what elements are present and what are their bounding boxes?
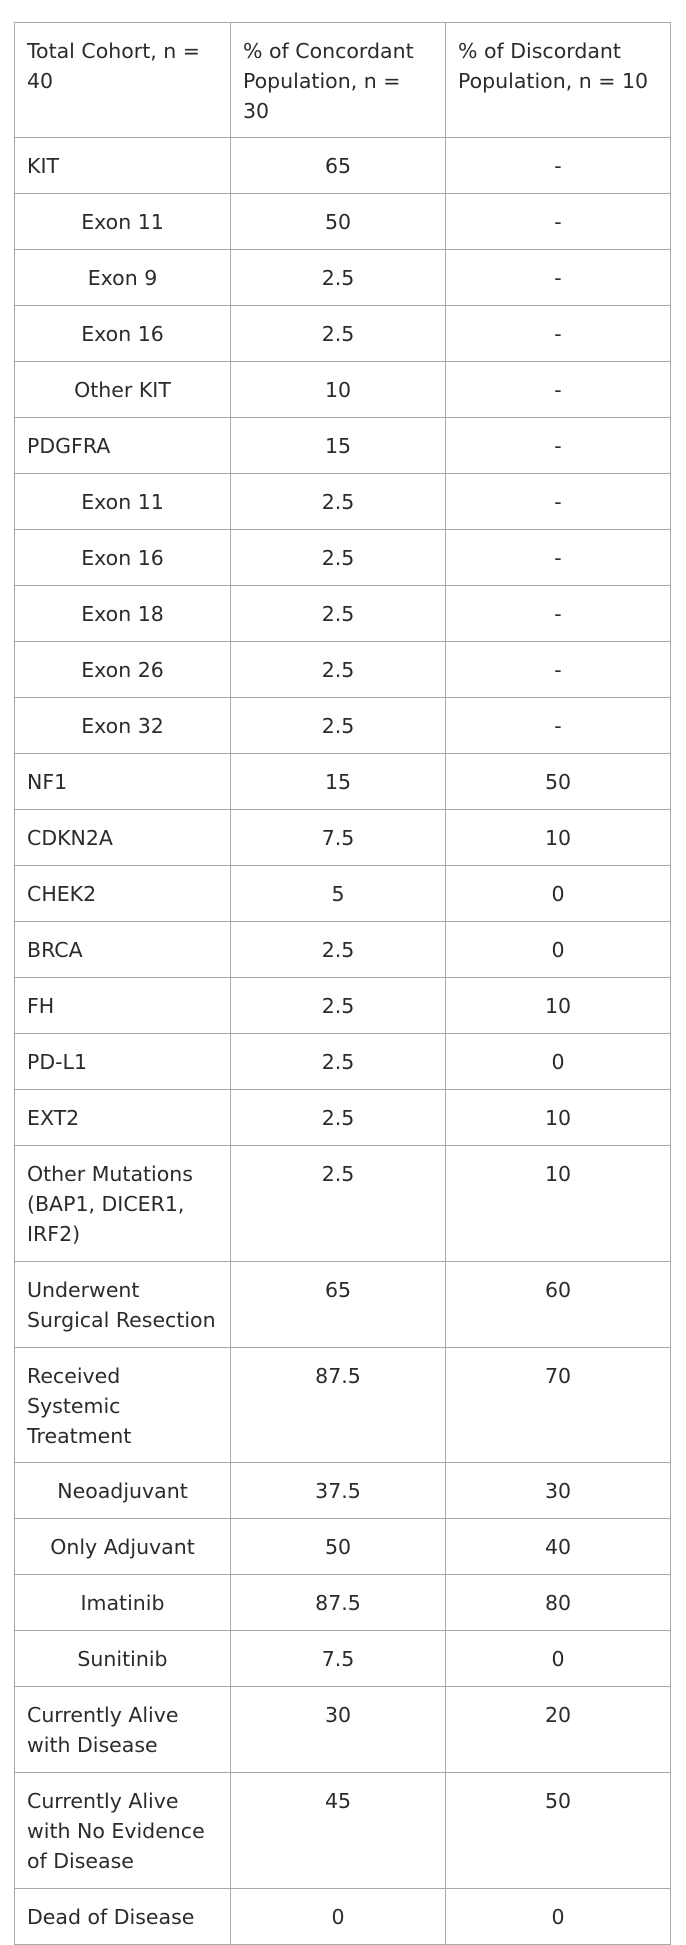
- discordant-value: 20: [446, 1687, 671, 1773]
- row-label: Exon 11: [15, 194, 231, 250]
- row-label: NF1: [15, 754, 231, 810]
- concordant-value: 10: [231, 362, 446, 418]
- table-row: [15, 810, 671, 866]
- concordant-value: 87.5: [231, 1348, 446, 1463]
- discordant-value: 80: [446, 1575, 671, 1631]
- concordant-value: 2.5: [231, 530, 446, 586]
- table-row: [15, 1889, 671, 1945]
- table-row: [15, 1519, 671, 1575]
- table-row: [15, 642, 671, 698]
- concordant-value: 2.5: [231, 1146, 446, 1262]
- table-row: [15, 138, 671, 194]
- table-row: [15, 754, 671, 810]
- discordant-value: 70: [446, 1348, 671, 1463]
- header-row: [15, 23, 671, 138]
- table-row: [15, 362, 671, 418]
- table-row: [15, 194, 671, 250]
- table-row: [15, 978, 671, 1034]
- concordant-value: 7.5: [231, 810, 446, 866]
- discordant-value: -: [446, 250, 671, 306]
- table-row: [15, 418, 671, 474]
- row-label: Neoadjuvant: [15, 1463, 231, 1519]
- discordant-value: 60: [446, 1262, 671, 1348]
- row-label: Exon 32: [15, 698, 231, 754]
- discordant-value: -: [446, 530, 671, 586]
- row-label: Only Adjuvant: [15, 1519, 231, 1575]
- concordant-value: 2.5: [231, 642, 446, 698]
- header-total-cohort: Total Cohort, n = 40: [15, 23, 231, 138]
- row-label: Exon 11: [15, 474, 231, 530]
- table-row: [15, 922, 671, 978]
- table-row: [15, 1348, 671, 1463]
- header-concordant: % of Concordant Population, n = 30: [231, 23, 446, 138]
- discordant-value: 40: [446, 1519, 671, 1575]
- row-label: Exon 26: [15, 642, 231, 698]
- row-label: EXT2: [15, 1090, 231, 1146]
- concordant-value: 87.5: [231, 1575, 446, 1631]
- row-label: Other KIT: [15, 362, 231, 418]
- discordant-value: 0: [446, 1631, 671, 1687]
- table-row: [15, 586, 671, 642]
- discordant-value: 0: [446, 1034, 671, 1090]
- row-label: Exon 16: [15, 530, 231, 586]
- concordant-value: 2.5: [231, 978, 446, 1034]
- discordant-value: -: [446, 474, 671, 530]
- concordant-value: 2.5: [231, 586, 446, 642]
- concordant-value: 65: [231, 138, 446, 194]
- concordant-value: 5: [231, 866, 446, 922]
- table-row: [15, 698, 671, 754]
- table-row: [15, 1575, 671, 1631]
- discordant-value: -: [446, 306, 671, 362]
- discordant-value: -: [446, 418, 671, 474]
- table-row: [15, 1090, 671, 1146]
- row-label: Currently Alive with Disease: [15, 1687, 231, 1773]
- discordant-value: 10: [446, 810, 671, 866]
- concordant-value: 2.5: [231, 1090, 446, 1146]
- cohort-table: [14, 22, 671, 1945]
- row-label: Exon 9: [15, 250, 231, 306]
- table-row: [15, 1146, 671, 1262]
- concordant-value: 45: [231, 1773, 446, 1889]
- concordant-value: 7.5: [231, 1631, 446, 1687]
- concordant-value: 2.5: [231, 922, 446, 978]
- concordant-value: 2.5: [231, 474, 446, 530]
- concordant-value: 15: [231, 754, 446, 810]
- discordant-value: 30: [446, 1463, 671, 1519]
- row-label: Currently Alive with No Evidence of Disease: [15, 1773, 231, 1889]
- table-row: [15, 866, 671, 922]
- row-label: KIT: [15, 138, 231, 194]
- table-row: [15, 1262, 671, 1348]
- table-row: [15, 1463, 671, 1519]
- table-row: [15, 1773, 671, 1889]
- row-label: Imatinib: [15, 1575, 231, 1631]
- row-label: PDGFRA: [15, 418, 231, 474]
- discordant-value: -: [446, 194, 671, 250]
- discordant-value: 50: [446, 754, 671, 810]
- table-body: [15, 23, 671, 1945]
- header-discordant: % of Discordant Population, n = 10: [446, 23, 671, 138]
- concordant-value: 65: [231, 1262, 446, 1348]
- discordant-value: 10: [446, 1090, 671, 1146]
- row-label: BRCA: [15, 922, 231, 978]
- table-row: [15, 530, 671, 586]
- concordant-value: 2.5: [231, 1034, 446, 1090]
- discordant-value: 0: [446, 866, 671, 922]
- concordant-value: 2.5: [231, 306, 446, 362]
- table-row: [15, 1687, 671, 1773]
- row-label: Dead of Disease: [15, 1889, 231, 1945]
- row-label: CHEK2: [15, 866, 231, 922]
- discordant-value: 50: [446, 1773, 671, 1889]
- table-row: [15, 250, 671, 306]
- concordant-value: 0: [231, 1889, 446, 1945]
- discordant-value: 0: [446, 1889, 671, 1945]
- discordant-value: 0: [446, 922, 671, 978]
- concordant-value: 37.5: [231, 1463, 446, 1519]
- concordant-value: 2.5: [231, 250, 446, 306]
- discordant-value: -: [446, 642, 671, 698]
- concordant-value: 2.5: [231, 698, 446, 754]
- discordant-value: -: [446, 698, 671, 754]
- table-row: [15, 1034, 671, 1090]
- discordant-value: -: [446, 362, 671, 418]
- table-row: [15, 1631, 671, 1687]
- row-label: Sunitinib: [15, 1631, 231, 1687]
- row-label: CDKN2A: [15, 810, 231, 866]
- discordant-value: -: [446, 586, 671, 642]
- table-row: [15, 306, 671, 362]
- concordant-value: 15: [231, 418, 446, 474]
- discordant-value: 10: [446, 978, 671, 1034]
- row-label: PD-L1: [15, 1034, 231, 1090]
- concordant-value: 50: [231, 1519, 446, 1575]
- row-label: Exon 18: [15, 586, 231, 642]
- discordant-value: -: [446, 138, 671, 194]
- row-label: Received Systemic Treatment: [15, 1348, 231, 1463]
- row-label: Underwent Surgical Resection: [15, 1262, 231, 1348]
- row-label: FH: [15, 978, 231, 1034]
- row-label: Other Mutations (BAP1, DICER1, IRF2): [15, 1146, 231, 1262]
- row-label: Exon 16: [15, 306, 231, 362]
- concordant-value: 30: [231, 1687, 446, 1773]
- discordant-value: 10: [446, 1146, 671, 1262]
- concordant-value: 50: [231, 194, 446, 250]
- table-row: [15, 474, 671, 530]
